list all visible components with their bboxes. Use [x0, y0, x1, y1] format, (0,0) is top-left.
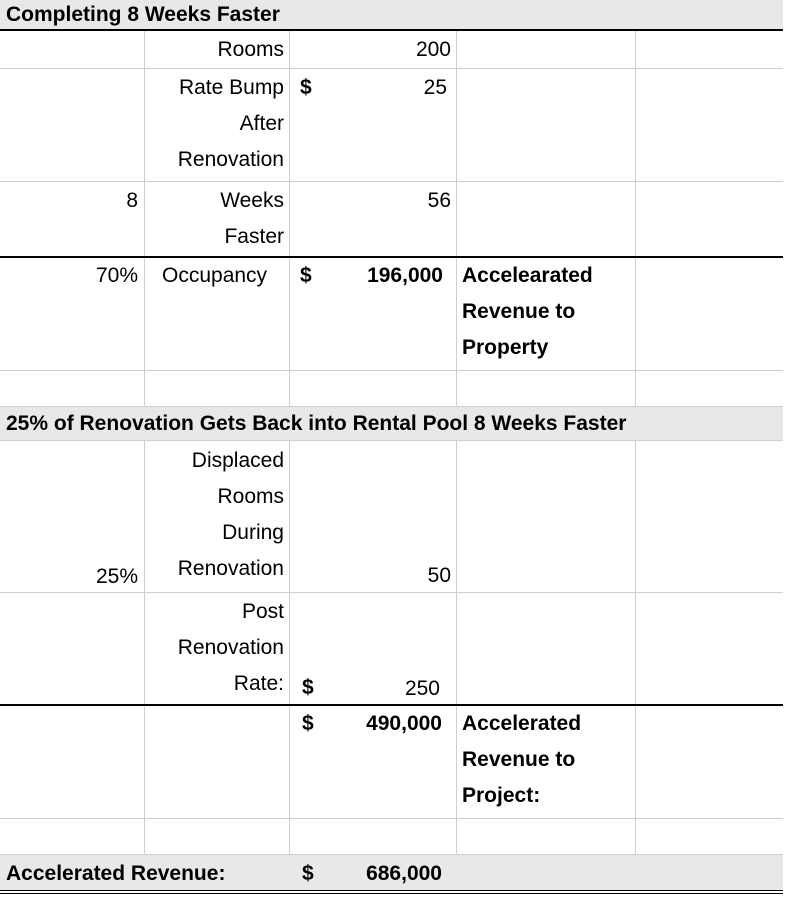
grid-col-1b [144, 440, 145, 854]
post-rate-value: 250 [404, 677, 440, 700]
rate-bump-label: Rate Bump After Renovation [177, 76, 284, 171]
displaced-pct: 25% [95, 565, 138, 588]
row-line [0, 818, 783, 819]
grid-col-4b [635, 440, 636, 854]
total-note: Accelerated Revenue to Project: [462, 712, 582, 807]
row-line [0, 68, 783, 69]
rate-bump-value: 25 [423, 76, 447, 99]
occupancy-currency: $ [300, 264, 312, 287]
post-rate-label: Post Renovation Rate: [177, 600, 284, 695]
section2-title: 25% of Renovation Gets Back into Rental Pool 8 Weeks Faster [6, 412, 627, 435]
grid-col-3b [456, 440, 457, 854]
weeks-input: 8 [126, 189, 138, 212]
weeks-value: 56 [427, 189, 451, 212]
rooms-value: 200 [415, 38, 451, 61]
grid-col-2 [289, 30, 290, 406]
occupancy-value: 196,000 [367, 264, 443, 287]
row-line [0, 370, 783, 371]
displaced-value: 50 [427, 564, 451, 587]
section1-title: Completing 8 Weeks Faster [6, 3, 280, 26]
grid-col-1 [144, 30, 145, 406]
grid-col-2b [289, 440, 290, 854]
occupancy-note: Accelearated Revenue to Property [462, 264, 593, 359]
summary-currency: $ [302, 862, 314, 885]
rate-bump-currency: $ [300, 76, 312, 99]
grid-col-4 [635, 30, 636, 406]
grid-col-3 [456, 30, 457, 406]
summary-value: 686,000 [366, 862, 442, 885]
rooms-label: Rooms [217, 38, 284, 61]
row-line [0, 181, 783, 182]
total-value: 490,000 [366, 712, 442, 735]
summary-label: Accelerated Revenue: [6, 862, 226, 885]
total-currency: $ [302, 712, 314, 735]
occupancy-label: Occupancy [162, 264, 268, 287]
weeks-label: Weeks Faster [220, 189, 284, 248]
occupancy-pct: 70% [95, 264, 138, 287]
row-line [0, 854, 783, 855]
displaced-label: Displaced Rooms During Renovation [177, 449, 284, 580]
post-rate-currency: $ [302, 676, 314, 699]
rule-summary-2 [0, 893, 783, 894]
